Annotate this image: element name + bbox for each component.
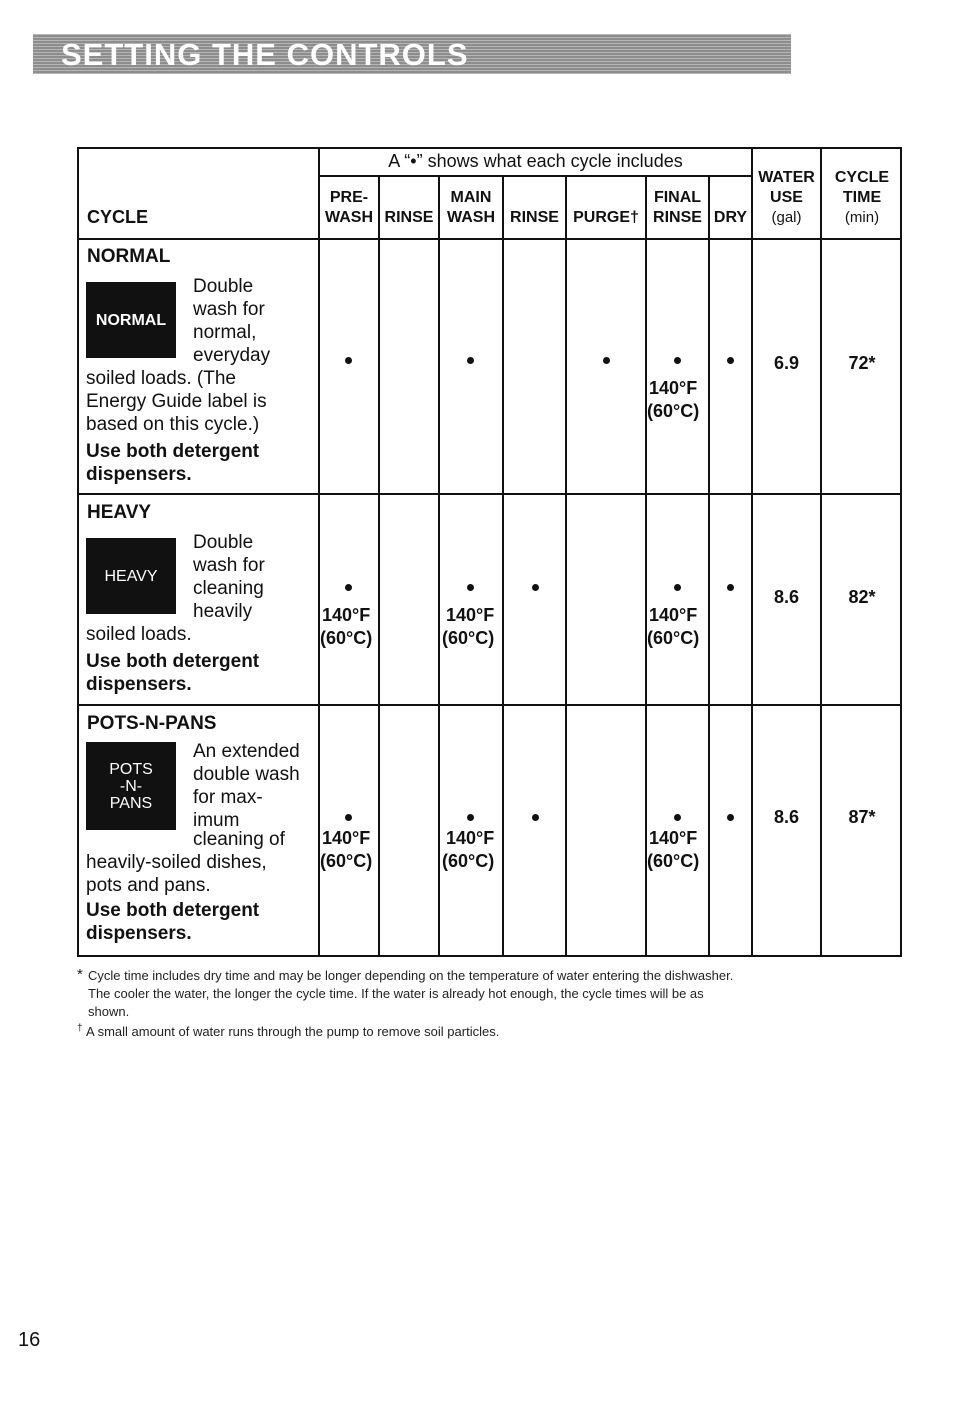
step-dot-mainwash [467, 357, 474, 364]
step-dot-prewash [345, 814, 352, 821]
cycle-time-value: 82* [848, 587, 876, 607]
temp-c: (60°C) [442, 851, 495, 871]
footnote-cycle-time: The cooler the water, the longer the cycle time. If the water is already hot enough, the cycle times will be as [88, 986, 704, 1001]
col-divider-prewash [378, 176, 380, 957]
purge-header: PURGE† [573, 209, 639, 226]
col-divider-rinse2 [565, 176, 567, 957]
mainwash-header-2: WASH [447, 209, 495, 226]
cycle-name-pots-n-pans: POTS-N-PANS [87, 713, 217, 734]
rinse1-header: RINSE [384, 209, 434, 226]
col-divider-mainwash [502, 176, 504, 957]
prewash-header-1: PRE- [329, 189, 369, 206]
step-dot-finalrinse [674, 814, 681, 821]
desc-line: soiled loads. (The [86, 368, 236, 389]
step-dot-rinse2 [532, 584, 539, 591]
page-number: 16 [18, 1329, 41, 1351]
temp-c: (60°C) [320, 851, 373, 871]
badge-label-pans: PANS [109, 794, 153, 812]
desc-line: heavily-soiled dishes, [86, 852, 267, 873]
desc-line: Double [193, 532, 254, 553]
desc-line: everyday [193, 345, 271, 366]
desc-line: pots and pans. [86, 875, 211, 896]
temp-f: 140°F [446, 605, 495, 625]
col-divider-cycle [318, 147, 320, 957]
temp-f: 140°F [322, 605, 371, 625]
rinse2-header: RINSE [510, 209, 559, 226]
detergent-note: Use both detergent [86, 651, 260, 672]
detergent-note: dispensers. [86, 464, 192, 485]
desc-line: wash for [193, 555, 265, 576]
footnote-asterisk-mark: * [77, 966, 83, 983]
col-divider-water [820, 147, 822, 957]
footnote-cycle-time: shown. [88, 1004, 130, 1019]
badge-label-n: -N- [119, 777, 143, 795]
section-banner [33, 34, 791, 74]
pots-n-pans-cycle-button-icon [86, 742, 176, 830]
desc-line: Energy Guide label is [86, 391, 267, 412]
dry-header: DRY [713, 209, 748, 226]
water-header-2: USE [770, 189, 803, 206]
section-title: SETTING THE CONTROLS [61, 37, 469, 72]
step-dot-dry [727, 814, 734, 821]
detergent-note: Use both detergent [86, 900, 260, 921]
legend-underline [318, 175, 753, 177]
col-divider-purge [645, 176, 647, 957]
desc-line: soiled loads. [86, 624, 192, 645]
temp-c: (60°C) [647, 401, 700, 421]
temp-f: 140°F [649, 605, 698, 625]
desc-line: double wash [193, 764, 300, 785]
time-header-1: CYCLE [834, 169, 890, 186]
temp-f: 140°F [446, 828, 495, 848]
badge-label-pots: POTS [109, 760, 153, 778]
col-divider-dry [751, 147, 753, 957]
row-divider-2 [77, 704, 902, 706]
time-header-2: TIME [842, 189, 882, 206]
desc-line: Double [193, 276, 254, 297]
header-bottom-rule [77, 238, 902, 240]
desc-line: imum [193, 810, 240, 831]
cycle-time-value: 72* [848, 353, 876, 373]
desc-line: normal, [193, 322, 257, 343]
desc-line: based on this cycle.) [86, 414, 260, 435]
step-dot-purge [603, 357, 610, 364]
finalrinse-header-1: FINAL [653, 189, 702, 206]
desc-line: for max- [193, 787, 263, 808]
step-dot-finalrinse [674, 584, 681, 591]
desc-line: cleaning [193, 578, 264, 599]
step-dot-dry [727, 584, 734, 591]
water-use-value: 6.9 [773, 353, 800, 373]
cycle-name-heavy: HEAVY [87, 502, 152, 523]
water-use-value: 8.6 [773, 587, 800, 607]
finalrinse-header-2: RINSE [653, 209, 702, 226]
mainwash-header-1: MAIN [450, 189, 492, 206]
step-dot-finalrinse [674, 357, 681, 364]
temp-c: (60°C) [647, 628, 700, 648]
step-dot-prewash [345, 357, 352, 364]
temp-f: 140°F [649, 378, 698, 398]
footnote-purge: A small amount of water runs through the pump to remove soil particles. [86, 1024, 500, 1039]
legend-caption: A “•” shows what each cycle includes [388, 151, 683, 171]
desc-line: heavily [193, 601, 253, 622]
badge-label-heavy: HEAVY [104, 567, 158, 585]
col-divider-rinse1 [438, 176, 440, 957]
detergent-note: Use both detergent [86, 441, 260, 462]
temp-f: 140°F [649, 828, 698, 848]
water-header-unit: (gal) [771, 209, 802, 226]
footnote-cycle-time: Cycle time includes dry time and may be longer depending on the temperature of water entering the dishwasher. [88, 968, 734, 983]
normal-cycle-button-icon [86, 282, 176, 358]
heavy-cycle-button-icon [86, 538, 176, 614]
desc-line: An extended [193, 741, 300, 762]
badge-label-normal: NORMAL [95, 311, 167, 329]
footnote-dagger-mark: † [77, 1023, 83, 1034]
cycle-time-value: 87* [848, 807, 876, 827]
temp-c: (60°C) [442, 628, 495, 648]
water-use-value: 8.6 [773, 807, 800, 827]
step-dot-mainwash [467, 584, 474, 591]
prewash-header-2: WASH [325, 209, 373, 226]
time-header-unit: (min) [844, 209, 880, 226]
cycle-column-header: CYCLE [87, 207, 149, 227]
step-dot-prewash [345, 584, 352, 591]
step-dot-dry [727, 357, 734, 364]
water-header-1: WATER [758, 169, 815, 186]
temp-c: (60°C) [320, 628, 373, 648]
step-dot-mainwash [467, 814, 474, 821]
temp-c: (60°C) [647, 851, 700, 871]
col-divider-finalrinse [708, 176, 710, 957]
desc-line: cleaning of [193, 829, 285, 850]
step-dot-rinse2 [532, 814, 539, 821]
cycle-name-normal: NORMAL [87, 246, 171, 267]
detergent-note: dispensers. [86, 923, 192, 944]
desc-line: wash for [193, 299, 265, 320]
row-divider-1 [77, 493, 902, 495]
temp-f: 140°F [322, 828, 371, 848]
detergent-note: dispensers. [86, 674, 192, 695]
